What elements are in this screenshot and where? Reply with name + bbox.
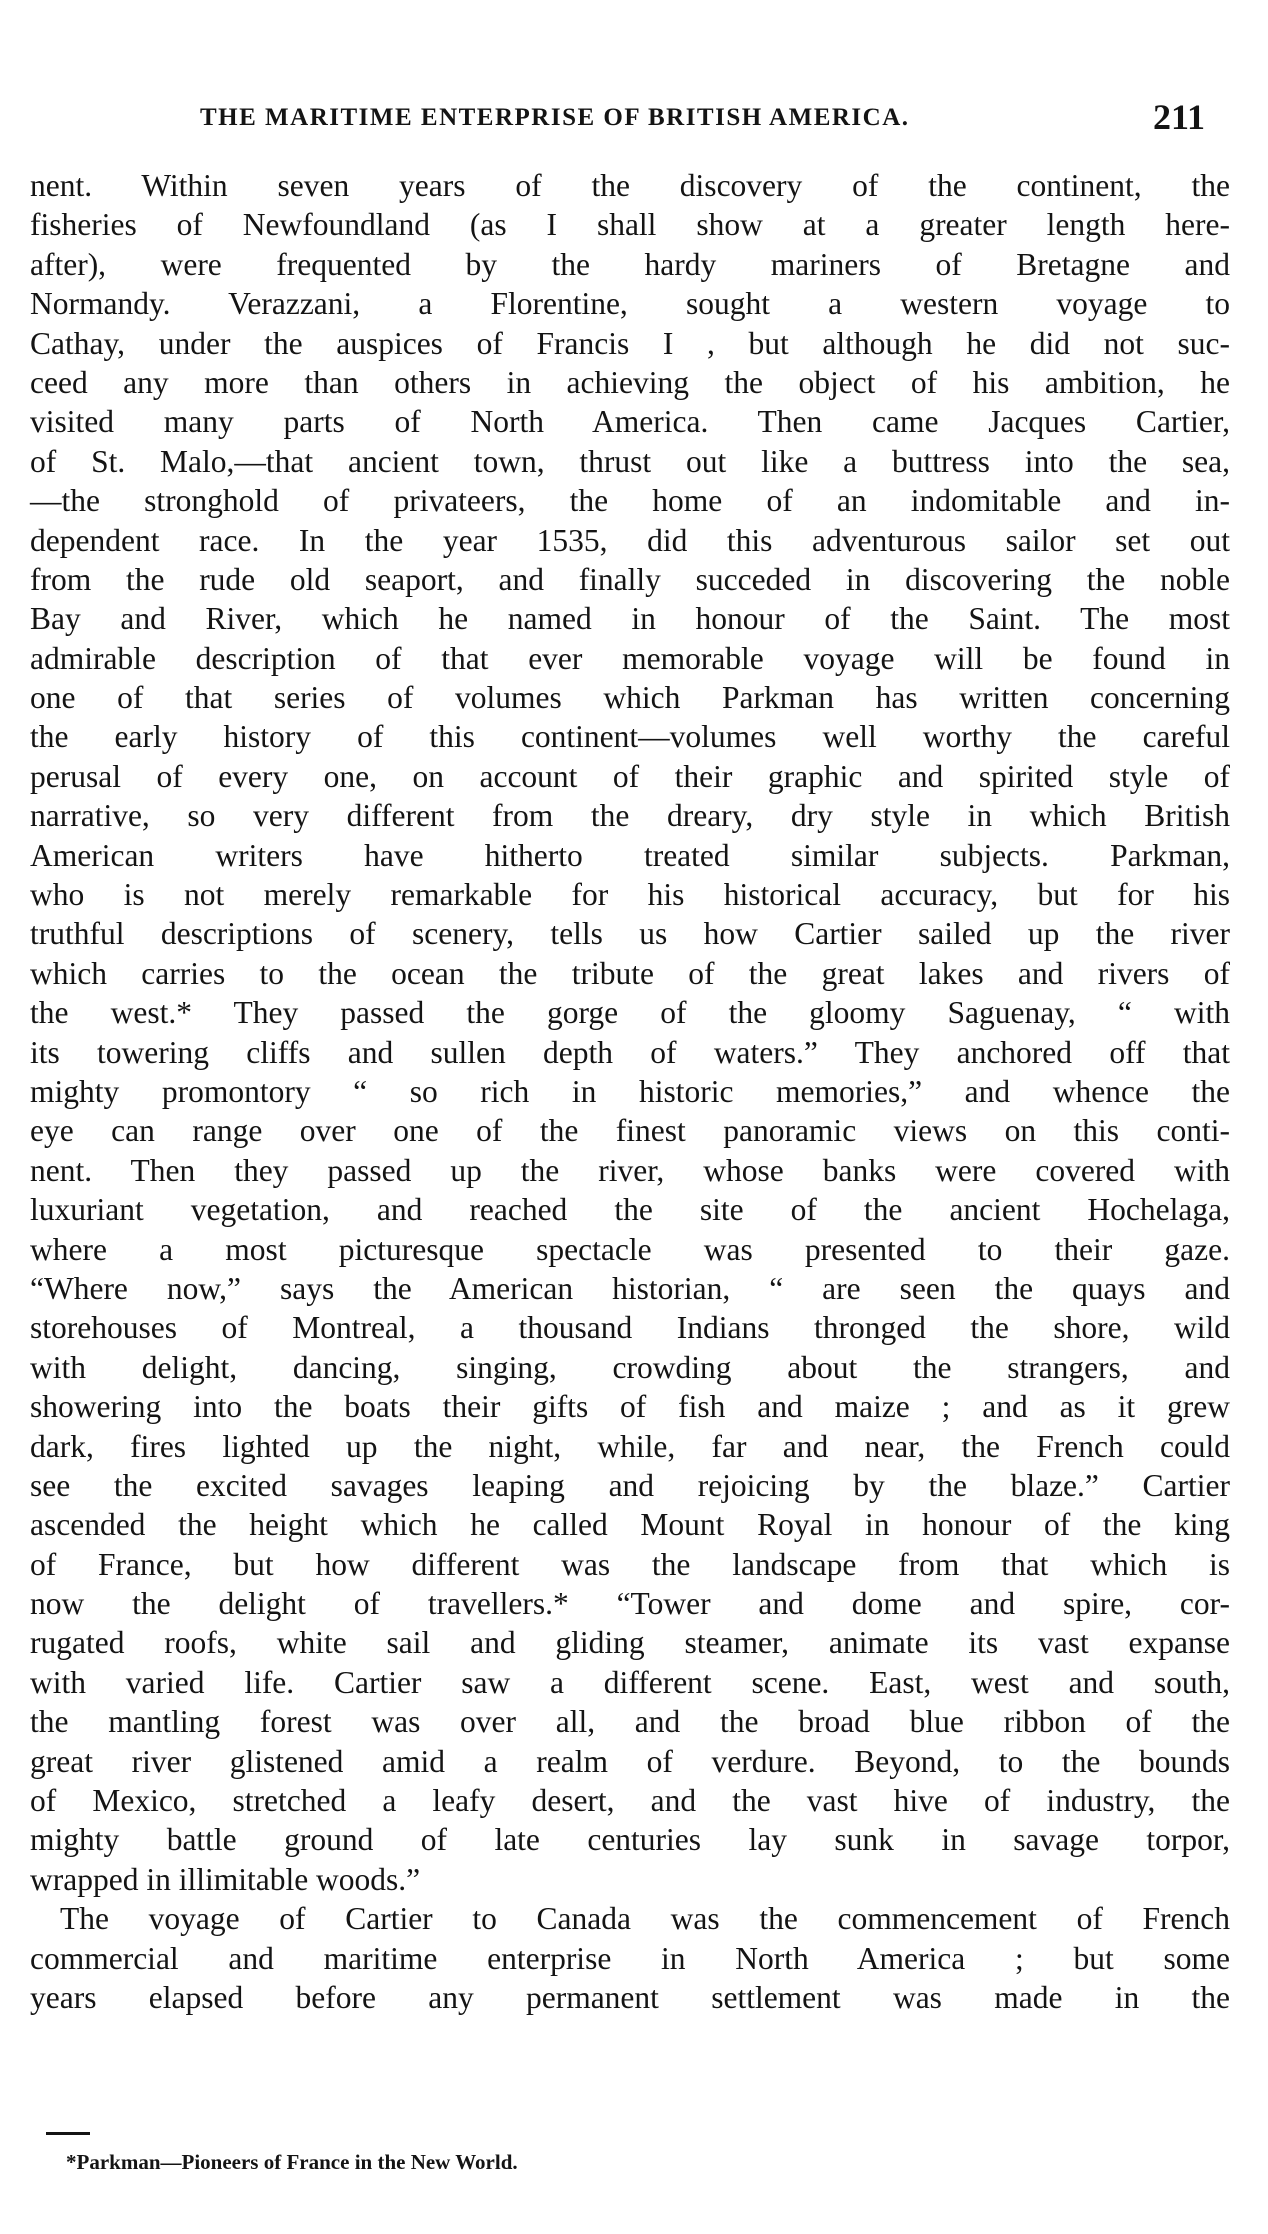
text-line: narrative, so very different from the dreary, dry style in which British xyxy=(30,798,1230,834)
text-line: see the excited savages leaping and rejoicing by the blaze.” Cartier xyxy=(30,1467,1230,1503)
text-line: —the stronghold of privateers, the home of an indomitable and in- xyxy=(30,483,1230,519)
text-line: the west.* They passed the gorge of the gloomy Saguenay, “ with xyxy=(30,995,1230,1031)
text-line: with delight, dancing, singing, crowding about the strangers, and xyxy=(30,1349,1230,1385)
text-line: mighty battle ground of late centuries lay sunk in savage torpor, xyxy=(30,1822,1230,1858)
text-line: the mantling forest was over all, and the broad blue ribbon of the xyxy=(30,1704,1230,1740)
text-line: dark, fires lighted up the night, while, far and near, the French could xyxy=(30,1428,1230,1464)
text-line: its towering cliffs and sullen depth of waters.” They anchored off that xyxy=(30,1034,1230,1070)
text-line: luxuriant vegetation, and reached the site of the ancient Hochelaga, xyxy=(30,1192,1230,1228)
text-line: who is not merely remarkable for his historical accuracy, but for his xyxy=(30,877,1230,913)
text-line: of France, but how different was the landscape from that which is xyxy=(30,1546,1230,1582)
text-line: after), were frequented by the hardy mariners of Bretagne and xyxy=(30,246,1230,282)
body-text xyxy=(30,166,1230,2017)
text-line: perusal of every one, on account of their graphic and spirited style of xyxy=(30,758,1230,794)
text-line: storehouses of Montreal, a thousand Indians thronged the shore, wild xyxy=(30,1310,1230,1346)
page-header xyxy=(30,96,1235,146)
text-line: “Where now,” says the American historian, “ are seen the quays and xyxy=(30,1270,1230,1306)
text-line: nent. Then they passed up the river, whose banks were covered with xyxy=(30,1152,1230,1188)
text-line: of St. Malo,—that ancient town, thrust out like a buttress into the sea, xyxy=(30,443,1230,479)
text-line: fisheries of Newfoundland (as I shall show at a greater length here- xyxy=(30,207,1230,243)
text-line: dependent race. In the year 1535, did this adventurous sailor set out xyxy=(30,522,1230,558)
footnote-rule xyxy=(46,2132,90,2135)
text-line: visited many parts of North America. Then came Jacques Cartier, xyxy=(30,404,1230,440)
text-line: commercial and maritime enterprise in North America ; but some xyxy=(30,1940,1230,1976)
text-line: years elapsed before any permanent settlement was made in the xyxy=(30,1979,1230,2015)
text-line: admirable description of that ever memorable voyage will be found in xyxy=(30,640,1230,676)
running-head: THE MARITIME ENTERPRISE OF BRITISH AMERICA. xyxy=(200,104,910,131)
text-line: where a most picturesque spectacle was presented to their gaze. xyxy=(30,1231,1230,1267)
text-line: wrapped in illimitable woods.” xyxy=(30,1861,421,1897)
text-line: mighty promontory “ so rich in historic memories,” and whence the xyxy=(30,1073,1230,1109)
text-line: showering into the boats their gifts of fish and maize ; and as it grew xyxy=(30,1389,1230,1425)
text-line: now the delight of travellers.* “Tower and dome and spire, cor- xyxy=(30,1586,1230,1622)
text-line: American writers have hitherto treated similar subjects. Parkman, xyxy=(30,837,1230,873)
text-line: Normandy. Verazzani, a Florentine, sought a western voyage to xyxy=(30,286,1230,322)
footnote: *Parkman—Pioneers of France in the New World. xyxy=(66,2150,518,2174)
text-line: the early history of this continent—volumes well worthy the careful xyxy=(30,719,1230,755)
text-line: nent. Within seven years of the discovery of the continent, the xyxy=(30,168,1230,203)
text-line: rugated roofs, white sail and gliding steamer, animate its vast expanse xyxy=(30,1625,1230,1661)
text-line: from the rude old seaport, and finally succeded in discovering the noble xyxy=(30,561,1230,597)
page-number: 211 xyxy=(1152,97,1205,137)
text-line: Bay and River, which he named in honour of the Saint. The most xyxy=(30,601,1230,637)
text-line: ceed any more than others in achieving the object of his ambition, he xyxy=(30,364,1230,400)
text-line: ascended the height which he called Mount Royal in honour of the king xyxy=(30,1507,1230,1543)
text-line: The voyage of Cartier to Canada was the commencement of French xyxy=(60,1901,1230,1937)
text-line: with varied life. Cartier saw a different scene. East, west and south, xyxy=(30,1664,1230,1700)
text-line: which carries to the ocean the tribute of the great lakes and rivers of xyxy=(30,955,1230,991)
text-line: one of that series of volumes which Parkman has written concerning xyxy=(30,680,1230,716)
text-line: eye can range over one of the finest panoramic views on this conti- xyxy=(30,1113,1230,1149)
text-line: Cathay, under the auspices of Francis I , but although he did not suc- xyxy=(30,325,1230,361)
text-line: of Mexico, stretched a leafy desert, and the vast hive of industry, the xyxy=(30,1783,1230,1819)
text-line: great river glistened amid a realm of verdure. Beyond, to the bounds xyxy=(30,1743,1230,1779)
text-line: truthful descriptions of scenery, tells us how Cartier sailed up the river xyxy=(30,916,1230,952)
